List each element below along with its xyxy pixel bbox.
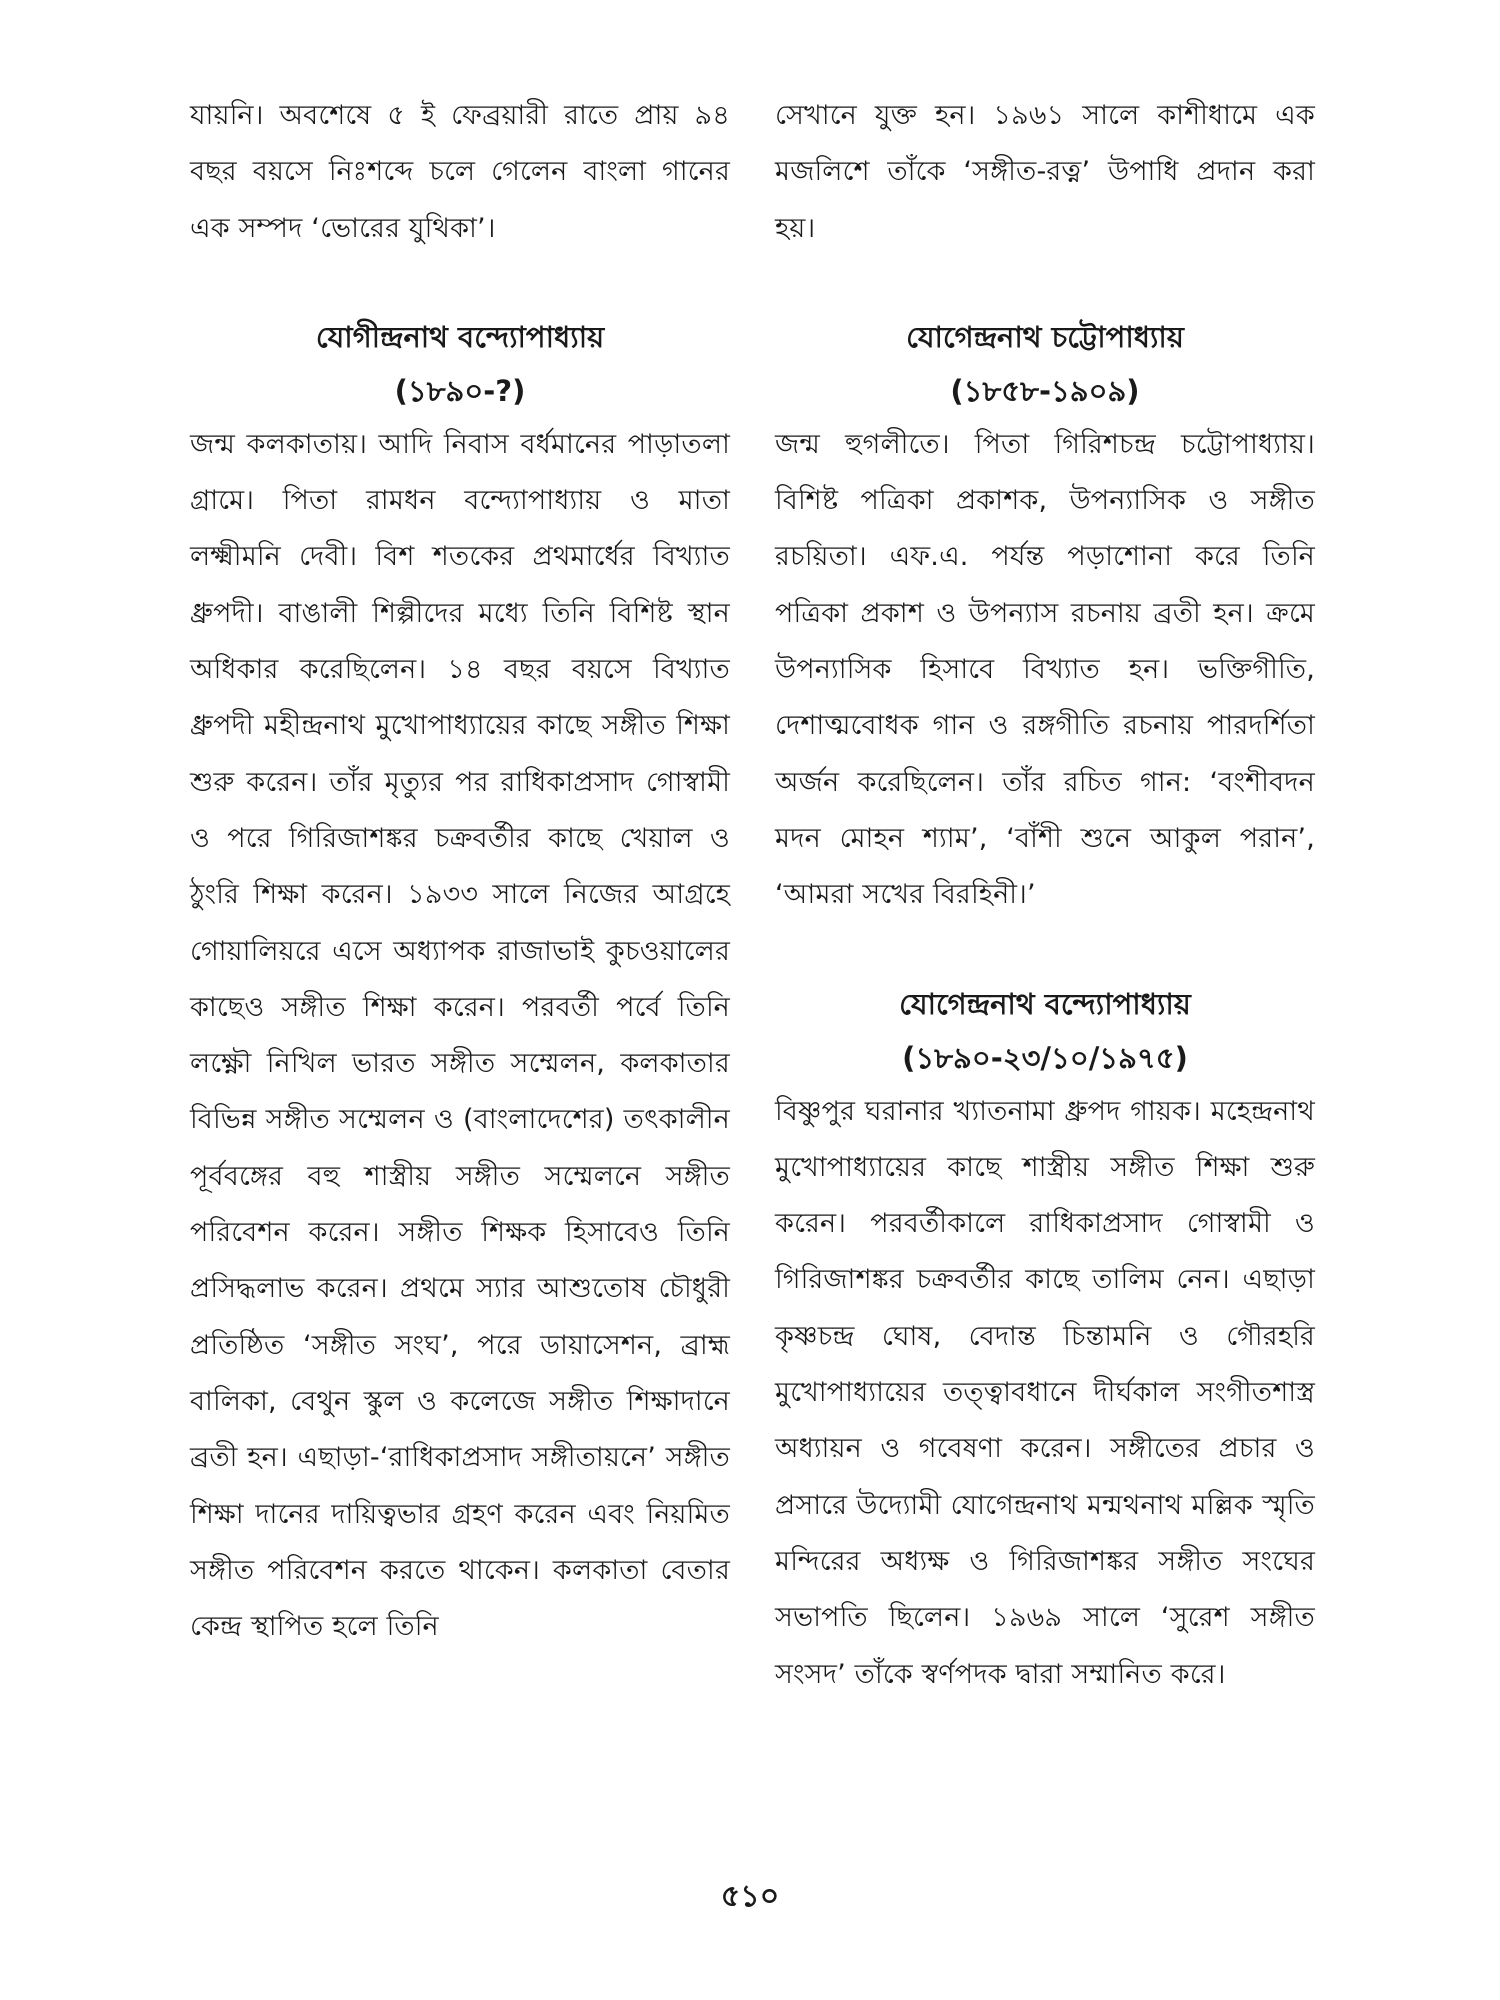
biography-jogendranath-chattopadhyay: [775, 309, 1315, 924]
page-number: ৫১০: [720, 1879, 780, 1914]
right-column: [775, 88, 1315, 1703]
section-body: বিষ্ণুপুর ঘরানার খ্যাতনামা ধ্রুপদ গায়ক। মহেন্দ্রনাথ মুখোপাধ্যায়ের কাছে শাস্ত্রীয় সঙ্গীত শিক্ষা শুরু করেন। পরবর্তীকালে রাধিকাপ্রসাদ গোস্বামী ও গিরিজাশঙ্কর চক্রবর্তীর কাছে তালিম নেন। এছাড়া কৃষ্ণচন্দ্র ঘোষ, বেদান্ত চিন্তামনি ও গৌরহরি মুখোপাধ্যায়ের তত্ত্বাবধানে দীর্ঘকাল সংগীতশাস্ত্র অধ্যায়ন ও গবেষণা করেন। সঙ্গীতের প্রচার ও প্রসারে উদ্যোমী যোগেন্দ্রনাথ মন্মথনাথ মল্লিক স্মৃতি মন্দিরের অধ্যক্ষ ও গিরিজাশঙ্কর সঙ্গীত সংঘের সভাপতি ছিলেন। ১৯৬৯ সালে ‘সুরেশ সঙ্গীত সংসদ’ তাঁকে স্বর্ণপদক দ্বারা সম্মানিত করে।: [775, 1095, 1315, 1690]
section-heading: যোগেন্দ্রনাথ বন্দ্যোপাধ্যায়: [899, 986, 1191, 1021]
section-dates: (১৮৯০-২৩/১০/১৯৭৫): [902, 1040, 1188, 1075]
section-body: জন্ম হুগলীতে। পিতা গিরিশচন্দ্র চট্টোপাধ্যায়। বিশিষ্ট পত্রিকা প্রকাশক, উপন্যাসিক ও সঙ্গীত রচয়িতা। এফ.এ. পর্যন্ত পড়াশোনা করে তিনি পত্রিকা প্রকাশ ও উপন্যাস রচনায় ব্রতী হন। ক্রমে উপন্যাসিক হিসাবে বিখ্যাত হন। ভক্তিগীতি, দেশাত্মবোধক গান ও রঙ্গগীতি রচনায় পারদর্শিতা অর্জন করেছিলেন। তাঁর রচিত গান: ‘বংশীবদন মদন মোহন শ্যাম’, ‘বাঁশী শুনে আকুল পরান’, ‘আমরা সখের বিরহিনী।’: [775, 428, 1315, 911]
left-column: [190, 88, 730, 1655]
biography-jogindranath-bandyopadhyay: [190, 309, 730, 1656]
right-intro-text: সেখানে যুক্ত হন। ১৯৬১ সালে কাশীধামে এক মজলিশে তাঁকে ‘সঙ্গীত-রত্ন’ উপাধি প্রদান করা হয়।: [775, 100, 1315, 244]
section-dates: (১৮৯০-?): [394, 373, 526, 408]
section-dates: (১৮৫৮-১৯০৯): [950, 373, 1140, 408]
section-heading: যোগীন্দ্রনাথ বন্দ্যোপাধ্যায়: [315, 319, 605, 354]
left-intro-text: যায়নি। অবশেষে ৫ ই ফেব্রয়ারী রাতে প্রায় ৯৪ বছর বয়সে নিঃশব্দে চলে গেলেন বাংলা গানের এক সম্পদ ‘ভোরের যুথিকা’।: [190, 100, 730, 244]
section-body: জন্ম কলকাতায়। আদি নিবাস বর্ধমানের পাড়াতলা গ্রামে। পিতা রামধন বন্দ্যোপাধ্যায় ও মাতা লক্ষ্মীমনি দেবী। বিশ শতকের প্রথমার্ধের বিখ্যাত ধ্রুপদী। বাঙালী শিল্পীদের মধ্যে তিনি বিশিষ্ট স্থান অধিকার করেছিলেন। ১৪ বছর বয়সে বিখ্যাত ধ্রুপদী মহীন্দ্রনাথ মুখোপাধ্যায়ের কাছে সঙ্গীত শিক্ষা শুরু করেন। তাঁর মৃত্যুর পর রাধিকাপ্রসাদ গোস্বামী ও পরে গিরিজাশঙ্কর চক্রবর্তীর কাছে খেয়াল ও ঠুংরি শিক্ষা করেন। ১৯৩৩ সালে নিজের আগ্রহে গোয়ালিয়রে এসে অধ্যাপক রাজাভাই কুচওয়ালের কাছেও সঙ্গীত শিক্ষা করেন। পরবর্তী পর্বে তিনি লক্ষ্ণৌ নিখিল ভারত সঙ্গীত সম্মেলন, কলকাতার বিভিন্ন সঙ্গীত সম্মেলন ও (বাংলাদেশের) তৎকালীন পূর্ববঙ্গের বহু শাস্ত্রীয় সঙ্গীত সম্মেলনে সঙ্গীত পরিবেশন করেন। সঙ্গীত শিক্ষক হিসাবেও তিনি প্রসিদ্ধলাভ করেন। প্রথমে স্যার আশুতোষ চৌধুরী প্রতিষ্ঠিত ‘সঙ্গীত সংঘ’, পরে ডায়াসেশন, ব্রাহ্ম বালিকা, বেথুন স্কুল ও কলেজে সঙ্গীত শিক্ষাদানে ব্রতী হন। এছাড়া-‘রাধিকাপ্রসাদ সঙ্গীতায়নে’ সঙ্গীত শিক্ষা দানের দায়িত্বভার গ্রহণ করেন এবং নিয়মিত সঙ্গীত পরিবেশন করতে থাকেন। কলকাতা বেতার কেন্দ্র স্থাপিত হলে তিনি: [190, 428, 730, 1643]
biography-jogendranath-bandyopadhyay: [775, 976, 1315, 1703]
section-heading: যোগেন্দ্রনাথ চট্টোপাধ্যায়: [906, 319, 1184, 354]
